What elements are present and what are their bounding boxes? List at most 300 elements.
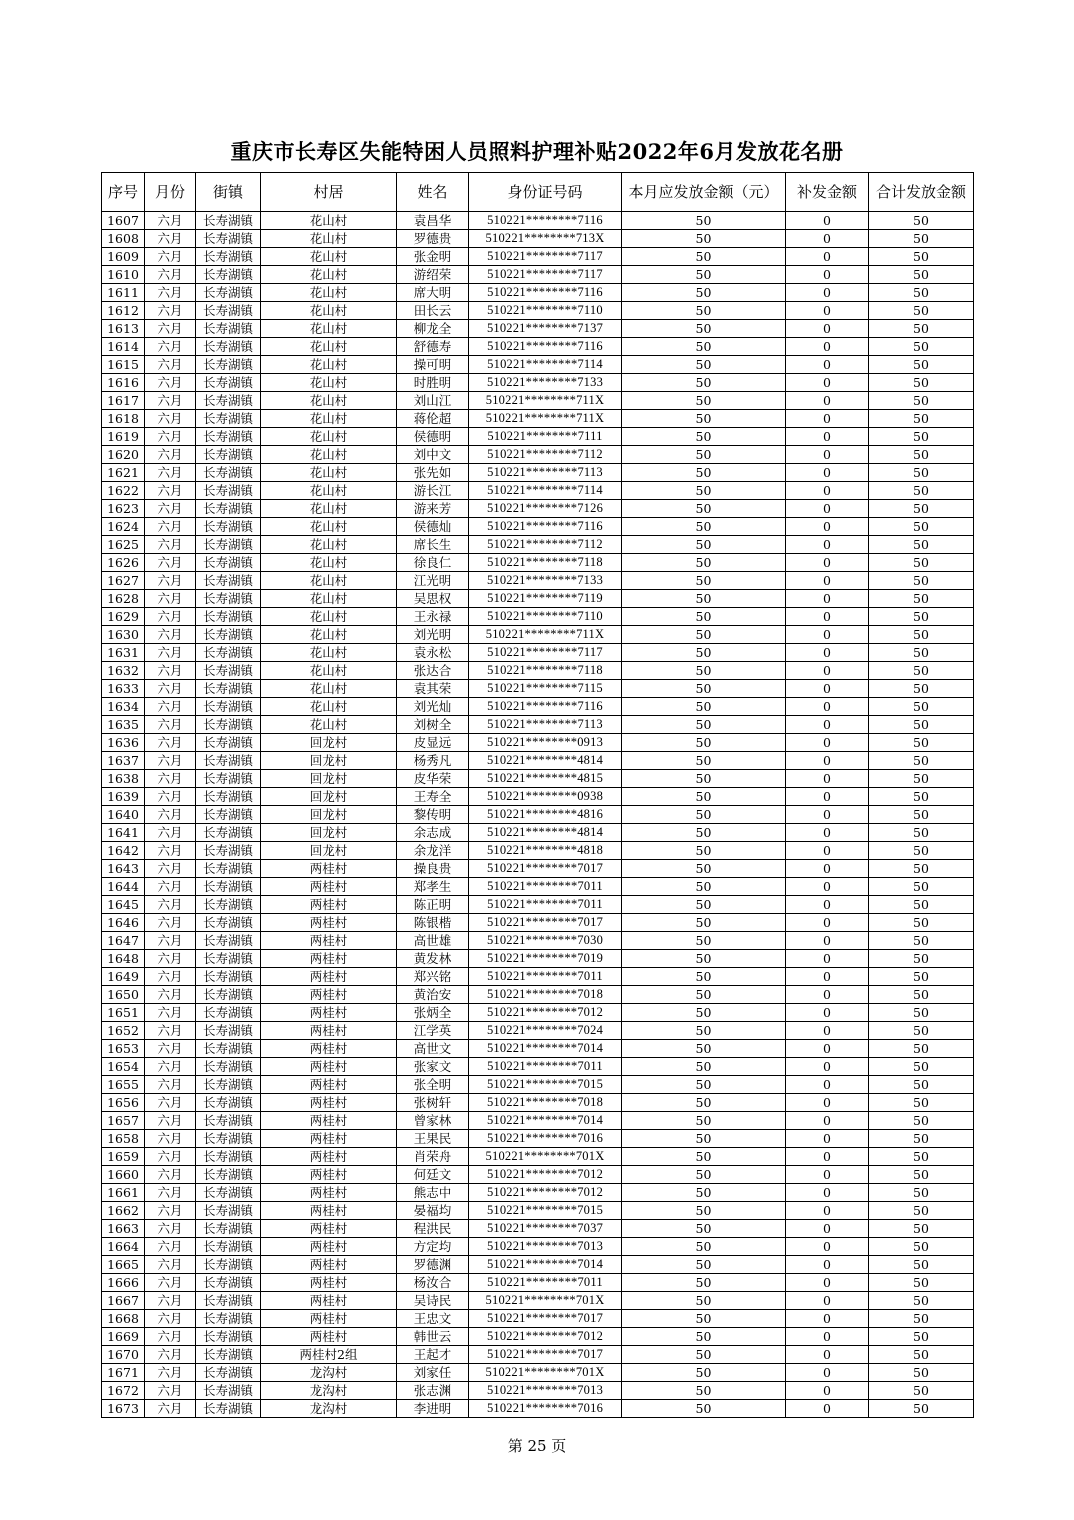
cell-name: 张全明 [397, 1076, 469, 1094]
cell-name: 肖荣舟 [397, 1148, 469, 1166]
table-row [102, 1022, 974, 1040]
cell-back-pay: 0 [786, 446, 869, 464]
cell-index: 1664 [102, 1238, 145, 1256]
cell-town: 长寿湖镇 [196, 1328, 261, 1346]
cell-village: 两桂村 [261, 1256, 397, 1274]
table-row [102, 1310, 974, 1328]
cell-total-paid: 50 [869, 626, 974, 644]
cell-village: 花山村 [261, 572, 397, 590]
cell-back-pay: 0 [786, 410, 869, 428]
table-row [102, 1382, 974, 1400]
cell-village: 花山村 [261, 284, 397, 302]
cell-name: 时胜明 [397, 374, 469, 392]
cell-id-number: 510221********7116 [469, 284, 622, 302]
cell-total-paid: 50 [869, 1220, 974, 1238]
cell-index: 1650 [102, 986, 145, 1004]
cell-month: 六月 [145, 302, 196, 320]
table-row [102, 482, 974, 500]
cell-amount-due: 50 [622, 446, 786, 464]
cell-back-pay: 0 [786, 716, 869, 734]
cell-total-paid: 50 [869, 662, 974, 680]
cell-id-number: 510221********711X [469, 626, 622, 644]
cell-name: 王果民 [397, 1130, 469, 1148]
table-row [102, 608, 974, 626]
cell-town: 长寿湖镇 [196, 1274, 261, 1292]
cell-name: 罗德贵 [397, 230, 469, 248]
cell-back-pay: 0 [786, 284, 869, 302]
cell-month: 六月 [145, 248, 196, 266]
table-row [102, 752, 974, 770]
cell-name: 刘山江 [397, 392, 469, 410]
cell-index: 1637 [102, 752, 145, 770]
cell-amount-due: 50 [622, 230, 786, 248]
cell-town: 长寿湖镇 [196, 1238, 261, 1256]
cell-amount-due: 50 [622, 1292, 786, 1310]
header-town: 街镇 [196, 173, 261, 212]
cell-total-paid: 50 [869, 1112, 974, 1130]
cell-index: 1654 [102, 1058, 145, 1076]
cell-amount-due: 50 [622, 1166, 786, 1184]
table-row [102, 248, 974, 266]
cell-name: 张金明 [397, 248, 469, 266]
cell-total-paid: 50 [869, 788, 974, 806]
cell-month: 六月 [145, 356, 196, 374]
cell-total-paid: 50 [869, 1382, 974, 1400]
cell-month: 六月 [145, 1220, 196, 1238]
cell-village: 两桂村 [261, 896, 397, 914]
cell-name: 刘中文 [397, 446, 469, 464]
cell-index: 1661 [102, 1184, 145, 1202]
cell-total-paid: 50 [869, 734, 974, 752]
table-row [102, 428, 974, 446]
cell-total-paid: 50 [869, 212, 974, 230]
cell-amount-due: 50 [622, 752, 786, 770]
cell-id-number: 510221********4814 [469, 824, 622, 842]
cell-village: 花山村 [261, 248, 397, 266]
cell-village: 花山村 [261, 608, 397, 626]
cell-back-pay: 0 [786, 1022, 869, 1040]
cell-town: 长寿湖镇 [196, 212, 261, 230]
cell-amount-due: 50 [622, 1328, 786, 1346]
cell-town: 长寿湖镇 [196, 518, 261, 536]
cell-back-pay: 0 [786, 248, 869, 266]
cell-town: 长寿湖镇 [196, 1292, 261, 1310]
cell-back-pay: 0 [786, 788, 869, 806]
cell-village: 花山村 [261, 410, 397, 428]
cell-index: 1609 [102, 248, 145, 266]
cell-village: 两桂村 [261, 1094, 397, 1112]
cell-id-number: 510221********7117 [469, 644, 622, 662]
cell-village: 花山村 [261, 698, 397, 716]
table-row [102, 500, 974, 518]
cell-id-number: 510221********7112 [469, 536, 622, 554]
cell-back-pay: 0 [786, 878, 869, 896]
cell-amount-due: 50 [622, 878, 786, 896]
table-row [102, 1292, 974, 1310]
cell-total-paid: 50 [869, 950, 974, 968]
cell-id-number: 510221********7116 [469, 518, 622, 536]
cell-name: 陈银楷 [397, 914, 469, 932]
cell-month: 六月 [145, 320, 196, 338]
cell-month: 六月 [145, 1130, 196, 1148]
table-row [102, 1166, 974, 1184]
cell-name: 徐良仁 [397, 554, 469, 572]
cell-village: 龙沟村 [261, 1382, 397, 1400]
cell-town: 长寿湖镇 [196, 1148, 261, 1166]
cell-month: 六月 [145, 1184, 196, 1202]
cell-total-paid: 50 [869, 590, 974, 608]
cell-village: 花山村 [261, 590, 397, 608]
cell-town: 长寿湖镇 [196, 950, 261, 968]
cell-amount-due: 50 [622, 1058, 786, 1076]
cell-amount-due: 50 [622, 320, 786, 338]
cell-id-number: 510221********7030 [469, 932, 622, 950]
cell-index: 1671 [102, 1364, 145, 1382]
cell-village: 两桂村 [261, 1058, 397, 1076]
cell-total-paid: 50 [869, 464, 974, 482]
cell-total-paid: 50 [869, 374, 974, 392]
cell-amount-due: 50 [622, 698, 786, 716]
table-row [102, 932, 974, 950]
cell-village: 花山村 [261, 374, 397, 392]
cell-name: 郑兴铭 [397, 968, 469, 986]
cell-amount-due: 50 [622, 806, 786, 824]
table-row [102, 860, 974, 878]
cell-id-number: 510221********7118 [469, 554, 622, 572]
cell-id-number: 510221********7133 [469, 374, 622, 392]
cell-village: 两桂村 [261, 914, 397, 932]
cell-month: 六月 [145, 914, 196, 932]
cell-amount-due: 50 [622, 1220, 786, 1238]
cell-amount-due: 50 [622, 986, 786, 1004]
cell-total-paid: 50 [869, 428, 974, 446]
cell-id-number: 510221********7137 [469, 320, 622, 338]
table-row [102, 878, 974, 896]
roster-body [102, 212, 974, 1418]
cell-town: 长寿湖镇 [196, 878, 261, 896]
cell-amount-due: 50 [622, 1130, 786, 1148]
cell-month: 六月 [145, 1328, 196, 1346]
cell-back-pay: 0 [786, 680, 869, 698]
cell-index: 1626 [102, 554, 145, 572]
cell-town: 长寿湖镇 [196, 392, 261, 410]
cell-total-paid: 50 [869, 572, 974, 590]
cell-town: 长寿湖镇 [196, 842, 261, 860]
header-id-number: 身份证号码 [469, 173, 622, 212]
cell-village: 两桂村 [261, 1040, 397, 1058]
cell-back-pay: 0 [786, 590, 869, 608]
cell-month: 六月 [145, 1274, 196, 1292]
cell-id-number: 510221********7014 [469, 1256, 622, 1274]
cell-index: 1659 [102, 1148, 145, 1166]
cell-month: 六月 [145, 1292, 196, 1310]
cell-id-number: 510221********7012 [469, 1328, 622, 1346]
cell-town: 长寿湖镇 [196, 554, 261, 572]
cell-month: 六月 [145, 716, 196, 734]
table-row [102, 446, 974, 464]
cell-village: 花山村 [261, 482, 397, 500]
cell-month: 六月 [145, 1058, 196, 1076]
cell-amount-due: 50 [622, 392, 786, 410]
cell-name: 陈正明 [397, 896, 469, 914]
cell-id-number: 510221********7118 [469, 662, 622, 680]
cell-index: 1623 [102, 500, 145, 518]
cell-month: 六月 [145, 536, 196, 554]
table-row [102, 896, 974, 914]
cell-total-paid: 50 [869, 1400, 974, 1418]
cell-index: 1630 [102, 626, 145, 644]
cell-village: 回龙村 [261, 770, 397, 788]
cell-amount-due: 50 [622, 1382, 786, 1400]
cell-amount-due: 50 [622, 1040, 786, 1058]
cell-month: 六月 [145, 1076, 196, 1094]
cell-name: 韩世云 [397, 1328, 469, 1346]
table-row [102, 968, 974, 986]
cell-amount-due: 50 [622, 770, 786, 788]
cell-amount-due: 50 [622, 266, 786, 284]
cell-amount-due: 50 [622, 284, 786, 302]
cell-name: 吴诗民 [397, 1292, 469, 1310]
cell-amount-due: 50 [622, 914, 786, 932]
cell-name: 罗德渊 [397, 1256, 469, 1274]
cell-village: 两桂村 [261, 1004, 397, 1022]
cell-index: 1651 [102, 1004, 145, 1022]
table-row [102, 464, 974, 482]
cell-name: 田长云 [397, 302, 469, 320]
cell-name: 黄发林 [397, 950, 469, 968]
cell-amount-due: 50 [622, 680, 786, 698]
cell-total-paid: 50 [869, 968, 974, 986]
cell-village: 回龙村 [261, 806, 397, 824]
cell-total-paid: 50 [869, 716, 974, 734]
cell-id-number: 510221********4814 [469, 752, 622, 770]
cell-name: 刘光明 [397, 626, 469, 644]
cell-village: 两桂村 [261, 1076, 397, 1094]
cell-total-paid: 50 [869, 842, 974, 860]
cell-town: 长寿湖镇 [196, 734, 261, 752]
cell-id-number: 510221********7116 [469, 212, 622, 230]
table-row [102, 1130, 974, 1148]
cell-total-paid: 50 [869, 824, 974, 842]
cell-id-number: 510221********7117 [469, 266, 622, 284]
cell-town: 长寿湖镇 [196, 1076, 261, 1094]
cell-village: 花山村 [261, 500, 397, 518]
cell-month: 六月 [145, 518, 196, 536]
table-row [102, 986, 974, 1004]
cell-back-pay: 0 [786, 1382, 869, 1400]
cell-id-number: 510221********7133 [469, 572, 622, 590]
cell-total-paid: 50 [869, 248, 974, 266]
cell-id-number: 510221********7016 [469, 1400, 622, 1418]
cell-total-paid: 50 [869, 320, 974, 338]
table-row [102, 590, 974, 608]
cell-village: 花山村 [261, 518, 397, 536]
cell-back-pay: 0 [786, 554, 869, 572]
cell-back-pay: 0 [786, 806, 869, 824]
cell-total-paid: 50 [869, 806, 974, 824]
cell-village: 两桂村 [261, 1202, 397, 1220]
cell-month: 六月 [145, 1112, 196, 1130]
cell-amount-due: 50 [622, 590, 786, 608]
cell-amount-due: 50 [622, 302, 786, 320]
cell-total-paid: 50 [869, 1238, 974, 1256]
cell-name: 王忠文 [397, 1310, 469, 1328]
cell-total-paid: 50 [869, 680, 974, 698]
cell-back-pay: 0 [786, 860, 869, 878]
table-row [102, 788, 974, 806]
cell-name: 张达合 [397, 662, 469, 680]
cell-village: 花山村 [261, 428, 397, 446]
cell-index: 1673 [102, 1400, 145, 1418]
cell-name: 袁昌华 [397, 212, 469, 230]
cell-town: 长寿湖镇 [196, 374, 261, 392]
cell-amount-due: 50 [622, 968, 786, 986]
cell-town: 长寿湖镇 [196, 1166, 261, 1184]
cell-name: 张炳全 [397, 1004, 469, 1022]
cell-index: 1619 [102, 428, 145, 446]
cell-village: 两桂村 [261, 1310, 397, 1328]
cell-name: 皮华荣 [397, 770, 469, 788]
cell-amount-due: 50 [622, 572, 786, 590]
cell-amount-due: 50 [622, 1076, 786, 1094]
cell-index: 1639 [102, 788, 145, 806]
cell-amount-due: 50 [622, 248, 786, 266]
cell-amount-due: 50 [622, 410, 786, 428]
cell-month: 六月 [145, 464, 196, 482]
table-row [102, 410, 974, 428]
cell-total-paid: 50 [869, 1256, 974, 1274]
cell-town: 长寿湖镇 [196, 806, 261, 824]
cell-month: 六月 [145, 1094, 196, 1112]
cell-back-pay: 0 [786, 1364, 869, 1382]
cell-month: 六月 [145, 1040, 196, 1058]
cell-index: 1612 [102, 302, 145, 320]
cell-village: 两桂村 [261, 1184, 397, 1202]
cell-name: 刘树全 [397, 716, 469, 734]
cell-back-pay: 0 [786, 824, 869, 842]
cell-index: 1627 [102, 572, 145, 590]
cell-index: 1640 [102, 806, 145, 824]
cell-back-pay: 0 [786, 914, 869, 932]
cell-back-pay: 0 [786, 1256, 869, 1274]
document-title: 重庆市长寿区失能特困人员照料护理补贴2022年6月发放花名册 [230, 139, 844, 164]
cell-total-paid: 50 [869, 752, 974, 770]
cell-amount-due: 50 [622, 896, 786, 914]
cell-amount-due: 50 [622, 338, 786, 356]
cell-id-number: 510221********7014 [469, 1040, 622, 1058]
cell-id-number: 510221********7011 [469, 1058, 622, 1076]
cell-id-number: 510221********7113 [469, 464, 622, 482]
header-back-pay: 补发金额 [786, 173, 869, 212]
cell-name: 袁永松 [397, 644, 469, 662]
cell-id-number: 510221********7116 [469, 698, 622, 716]
cell-town: 长寿湖镇 [196, 1400, 261, 1418]
cell-town: 长寿湖镇 [196, 572, 261, 590]
cell-village: 花山村 [261, 464, 397, 482]
cell-amount-due: 50 [622, 1094, 786, 1112]
cell-amount-due: 50 [622, 824, 786, 842]
cell-id-number: 510221********7012 [469, 1004, 622, 1022]
cell-town: 长寿湖镇 [196, 1022, 261, 1040]
cell-back-pay: 0 [786, 1184, 869, 1202]
cell-index: 1642 [102, 842, 145, 860]
cell-village: 花山村 [261, 536, 397, 554]
cell-name: 刘家任 [397, 1364, 469, 1382]
cell-town: 长寿湖镇 [196, 1004, 261, 1022]
cell-index: 1636 [102, 734, 145, 752]
cell-town: 长寿湖镇 [196, 644, 261, 662]
cell-name: 杨汝合 [397, 1274, 469, 1292]
cell-back-pay: 0 [786, 356, 869, 374]
cell-total-paid: 50 [869, 536, 974, 554]
cell-village: 两桂村 [261, 986, 397, 1004]
cell-index: 1652 [102, 1022, 145, 1040]
cell-town: 长寿湖镇 [196, 752, 261, 770]
cell-village: 花山村 [261, 644, 397, 662]
cell-back-pay: 0 [786, 1238, 869, 1256]
cell-id-number: 510221********7011 [469, 968, 622, 986]
cell-total-paid: 50 [869, 446, 974, 464]
cell-back-pay: 0 [786, 392, 869, 410]
table-row [102, 698, 974, 716]
cell-month: 六月 [145, 662, 196, 680]
cell-index: 1618 [102, 410, 145, 428]
cell-town: 长寿湖镇 [196, 230, 261, 248]
cell-town: 长寿湖镇 [196, 716, 261, 734]
cell-amount-due: 50 [622, 356, 786, 374]
cell-month: 六月 [145, 266, 196, 284]
cell-village: 花山村 [261, 446, 397, 464]
cell-index: 1632 [102, 662, 145, 680]
cell-total-paid: 50 [869, 1328, 974, 1346]
cell-town: 长寿湖镇 [196, 1058, 261, 1076]
cell-amount-due: 50 [622, 1346, 786, 1364]
cell-name: 操可明 [397, 356, 469, 374]
cell-village: 花山村 [261, 716, 397, 734]
cell-total-paid: 50 [869, 1202, 974, 1220]
cell-town: 长寿湖镇 [196, 1256, 261, 1274]
cell-amount-due: 50 [622, 932, 786, 950]
cell-total-paid: 50 [869, 338, 974, 356]
cell-id-number: 510221********4815 [469, 770, 622, 788]
cell-name: 皮显远 [397, 734, 469, 752]
cell-village: 两桂村 [261, 1292, 397, 1310]
cell-index: 1607 [102, 212, 145, 230]
cell-id-number: 510221********7011 [469, 896, 622, 914]
header-amount-due: 本月应发放金额（元） [622, 173, 786, 212]
cell-month: 六月 [145, 734, 196, 752]
cell-village: 花山村 [261, 680, 397, 698]
cell-town: 长寿湖镇 [196, 500, 261, 518]
cell-total-paid: 50 [869, 608, 974, 626]
table-row [102, 572, 974, 590]
cell-village: 两桂村 [261, 1238, 397, 1256]
cell-name: 席长生 [397, 536, 469, 554]
cell-town: 长寿湖镇 [196, 338, 261, 356]
cell-village: 花山村 [261, 320, 397, 338]
cell-index: 1631 [102, 644, 145, 662]
cell-id-number: 510221********7018 [469, 1094, 622, 1112]
cell-amount-due: 50 [622, 482, 786, 500]
cell-village: 花山村 [261, 662, 397, 680]
cell-town: 长寿湖镇 [196, 968, 261, 986]
cell-name: 郑孝生 [397, 878, 469, 896]
cell-back-pay: 0 [786, 1310, 869, 1328]
cell-name: 高世文 [397, 1040, 469, 1058]
cell-town: 长寿湖镇 [196, 896, 261, 914]
cell-index: 1666 [102, 1274, 145, 1292]
cell-total-paid: 50 [869, 698, 974, 716]
